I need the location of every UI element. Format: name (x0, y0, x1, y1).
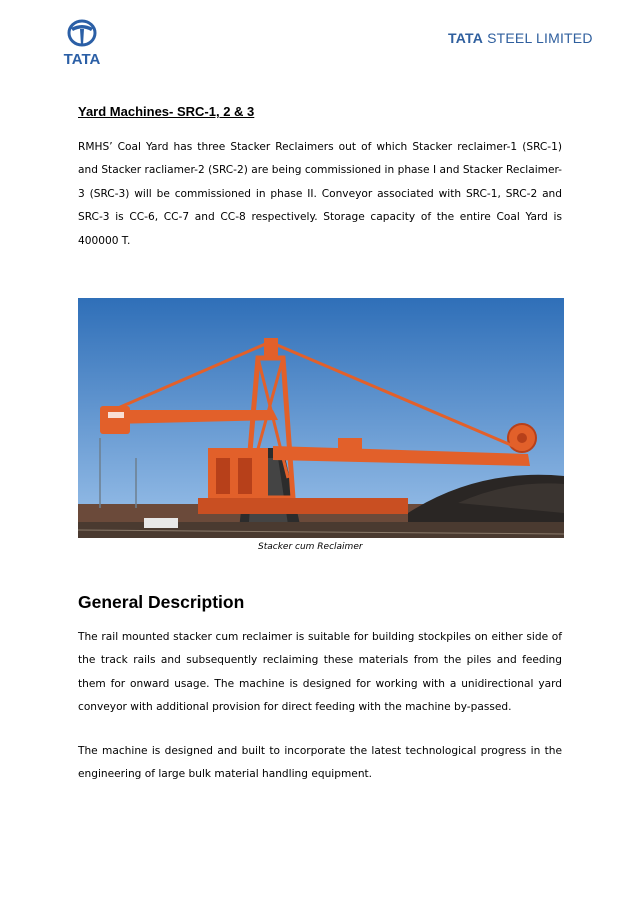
stacker-reclaimer-photo (78, 298, 564, 538)
figure-caption: Stacker cum Reclaimer (258, 542, 363, 552)
section-heading-general-description: General Description (78, 592, 245, 612)
stacker-reclaimer-illustration (78, 298, 564, 538)
tata-logo (54, 18, 110, 68)
section-heading-yard-machines: Yard Machines- SRC-1, 2 & 3 (78, 104, 255, 119)
company-name-bold: TATA (448, 30, 484, 46)
yard-machines-paragraph: RMHS’ Coal Yard has three Stacker Reclaimers out of which Stacker reclaimer-1 (SRC-1) and Stacker racliamer-2 (SRC-2) are being commissioned in phase I and Stacker Reclaimer-3 (SRC-3) will be commissioned in phase II. Conveyor associated with SRC-1, SRC-2 and SRC-3 is CC-6, CC-7 and CC-8 respectively. Storage capacity of the entire Coal Yard is 400000 T. (78, 141, 562, 247)
logo-text: TATA (63, 51, 101, 68)
company-name-rest: STEEL LIMITED (487, 30, 593, 46)
general-description-paragraph-1: The rail mounted stacker cum reclaimer is suitable for building stockpiles on either side of the track rails and subsequently reclaiming these materials from the piles and feeding them for onward usage. The machine is designed for working with a unidirectional yard conveyor with additional provision for direct feeding with the machine by-passed. (78, 631, 562, 714)
general-description-paragraph-2: The machine is designed and built to incorporate the latest technological progress in the engineering of large bulk material handling equipment. (78, 745, 562, 781)
tata-emblem-icon (54, 18, 110, 68)
company-name (448, 30, 593, 46)
